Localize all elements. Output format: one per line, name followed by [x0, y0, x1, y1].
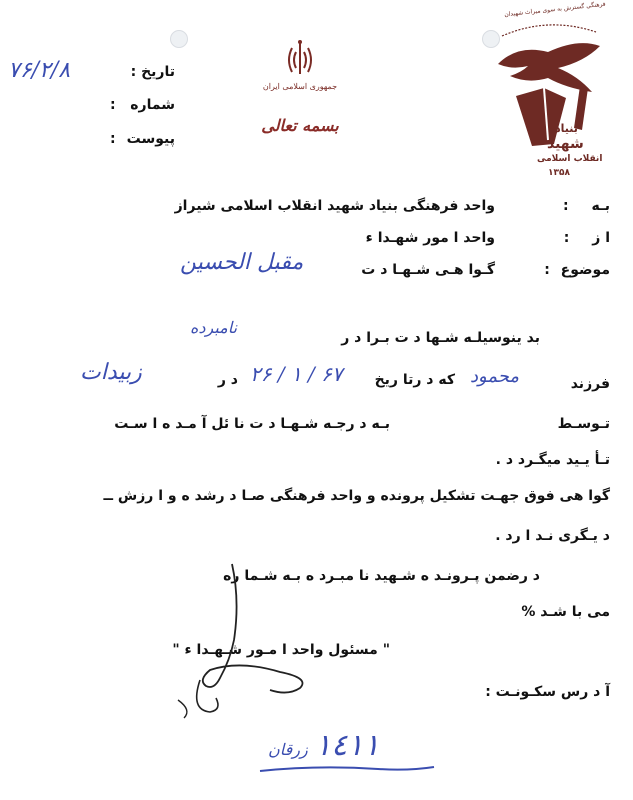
bismillah: بسمه تعالی [261, 116, 339, 135]
body-line-2-mid: كه د رتا ريخ [374, 372, 455, 388]
logo-caption-2: شهيد [547, 136, 584, 152]
body-line-3: بـه د رجـه شـهـا د ت نا ئل آ مـد ه ا سـت [114, 416, 390, 432]
punch-hole-left [170, 30, 188, 48]
number-label: شماره : [110, 97, 175, 113]
body-line-7: د رضمن پـرونـد ه شـهيد نا مبـرد ه بـه شـما ره [223, 568, 540, 584]
body-line-6: د يـگری نـد ا رد . [495, 528, 610, 544]
body-line-4: تـأ يـيد ميگـرد د . [495, 452, 610, 468]
from-label: ا ز : [563, 230, 610, 246]
body-line-8: می با شـد % [521, 604, 610, 620]
to-label: بـه : [562, 198, 610, 214]
date-handwritten: ۷۶/۲/۸ [8, 58, 71, 83]
date-label: تاريخ : [130, 64, 175, 80]
place-handwritten: زبيدات [80, 360, 142, 385]
subject-value: گـوا هـی شـهـا د ت [361, 262, 495, 278]
father-name-handwritten: محمود [470, 366, 519, 387]
logo-caption-3: انقلاب اسلامی [537, 154, 603, 164]
emblem-caption: جمهوری اسلامی ايران [262, 82, 338, 91]
signature-title: " مسئول واحد ا مـور شـهـدا ء " [172, 642, 390, 658]
residence-address-label: آ د رس سكـونـت : [485, 684, 610, 700]
body-line-1-handwritten: نامبرده [190, 318, 238, 337]
signature-scribble-icon [170, 560, 330, 729]
to-value: واحد فرهنگی بنياد شهيد انقلاب اسلامی شيراز [174, 198, 495, 214]
handwritten-underline [258, 762, 438, 781]
body-line-5: گوا هی فوق جهـت تشكيل پرونده و واحد فرهنگی صـا د رشد ه و ا رزش ــ [103, 488, 610, 504]
body-line-2-mid2: د ر [217, 372, 238, 388]
subject-label: موضوع : [544, 262, 610, 278]
logo-top-text: فرهنگی گسترش به سوی ميراث شهيدان [503, 0, 607, 19]
attachment-label: پيوست : [110, 131, 175, 147]
body-line-1: بد ينوسيلـه شـها د ت بـرا د ر [341, 330, 540, 346]
handwritten-number: ١٤١١ [315, 728, 380, 763]
from-value: واحد ا مور شهـدا ء [365, 230, 495, 246]
date-of-martyrdom-handwritten: ۲۶ / ۱ / ۶۷ [250, 362, 343, 386]
logo-caption-1: بنياد [555, 122, 578, 135]
logo-year: ۱۳۵۸ [548, 168, 570, 178]
subject-handwritten: مقبل الحسين [180, 250, 304, 275]
body-line-3-label: تـوسـط [557, 416, 610, 432]
iran-emblem-icon [280, 38, 320, 86]
handwritten-place: زرقان [268, 740, 308, 759]
body-line-2-label: فرزند [570, 376, 610, 392]
